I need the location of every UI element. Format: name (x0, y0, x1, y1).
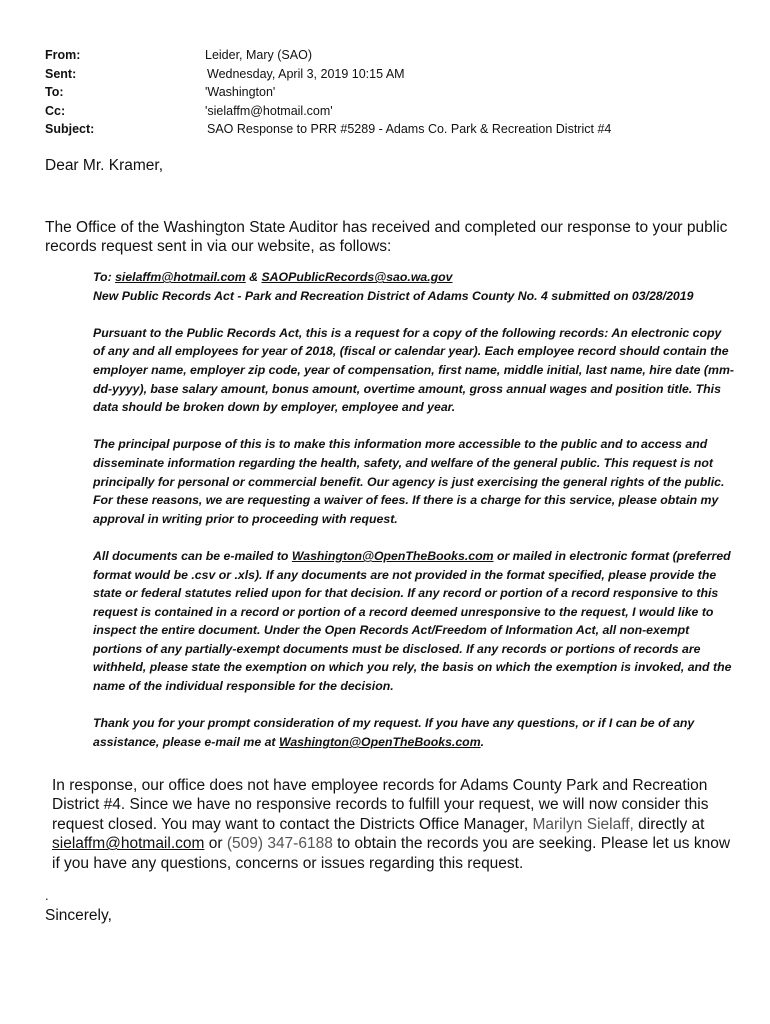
quoted-to-line: To: sielaffm@hotmail.com & SAOPublicRecords@sao.wa.gov (93, 270, 453, 284)
from-label: From: (45, 48, 81, 62)
quoted-paragraph-3: All documents can be e-mailed to Washington@OpenTheBooks.com or mailed in electronic format (preferred format would be .csv or .xls). If any documents are not provided in the format specified, please provide the state or federal statutes relied upon for that decision. If any record or portion of a record responsive to this request is contained in a record or portion of a record deemed unresponsive to the request, I would like to inspect the entire document. Under the Open Records Act/Freedom of Information Act, all non-exempt portions of any partially-exempt documents must be disclosed. If any records or portions of records are withheld, please state the exemption on which you rely, the basis on which the exemption is invoked, and the name of the individual responsible for the decision. (93, 548, 732, 694)
sent-label: Sent: (45, 66, 77, 81)
quoted-paragraph-1: Pursuant to the Public Records Act, this is a request for a copy of the following records: An electronic copy of any and all employees for year of 2018, (fiscal or calendar year). Each employee record should contain the employer name, employer zip code, year of compensation, first name, middle initial, last name, hire date (mm-dd-yyyy), base salary amount, bonus amount, overtime amount, gross annual wages and position title. This data should be broken down by employer, employee and year. (93, 325, 734, 415)
intro-paragraph: The Office of the Washington State Auditor has received and completed our response to your public records request sent in via our website, as follows: (45, 219, 728, 255)
contact-phone: (509) 347-6188 (226, 835, 333, 853)
subject-value: SAO Response to PRR #5289 - Adams Co. Park & Recreation District #4 (207, 122, 612, 136)
sign-off: Sincerely, (45, 907, 112, 924)
cc-label: Cc: (45, 103, 66, 118)
greeting: Dear Mr. Kramer, (45, 157, 163, 174)
contact-name: Marilyn Sielaff, (532, 815, 634, 833)
sielaffm-email-link[interactable]: sielaffm@hotmail.com (115, 270, 246, 284)
response-paragraph: In response, our office does not have employee records for Adams County Park and Recreation District #4. Since we have no responsive records to fulfill your request, we will now consider this request closed. You may want to contact the Districts Office Manager, Marilyn Sielaff, directly at sielaffm@hotmail.com or (509) 347-6188 to obtain the records you are seeking. Please let us know if you have any questions, concerns or issues regarding this request. (52, 777, 731, 872)
quoted-title-line: New Public Records Act - Park and Recreation District of Adams County No. 4 submitted on 03/28/2019 (93, 288, 694, 303)
separator-dot: . (45, 888, 49, 903)
openthebooks-email-link-2[interactable]: Washington@OpenTheBooks.com (278, 734, 481, 749)
quoted-request (93, 268, 735, 770)
to-value: 'Washington' (205, 85, 276, 99)
to-label: To: (45, 85, 64, 99)
contact-email-link[interactable]: sielaffm@hotmail.com (52, 835, 205, 853)
sao-public-records-email-link[interactable]: SAOPublicRecords@sao.wa.gov (261, 270, 453, 284)
sent-value: Wednesday, April 3, 2019 10:15 AM (207, 66, 405, 81)
from-value: Leider, Mary (SAO) (205, 48, 312, 62)
openthebooks-email-link[interactable]: Washington@OpenTheBooks.com (291, 548, 494, 563)
subject-label: Subject: (45, 122, 95, 136)
quoted-paragraph-4: Thank you for your prompt consideration of my request. If you have any questions, or if I can be of any assistance, please e-mail me at Washington@OpenTheBooks.com. (93, 716, 695, 749)
cc-value: 'sielaffm@hotmail.com' (205, 103, 333, 118)
quoted-paragraph-2: The principal purpose of this is to make this information more accessible to the public and to access and disseminate information regarding the health, safety, and welfare of the general public. This request is not principally for personal or commercial benefit. Our agency is just exercising the general rights of the public. For these reasons, we are requesting a waiver of fees. If there is a charge for this service, please obtain my approval in writing prior to proceeding with request. (93, 437, 725, 526)
